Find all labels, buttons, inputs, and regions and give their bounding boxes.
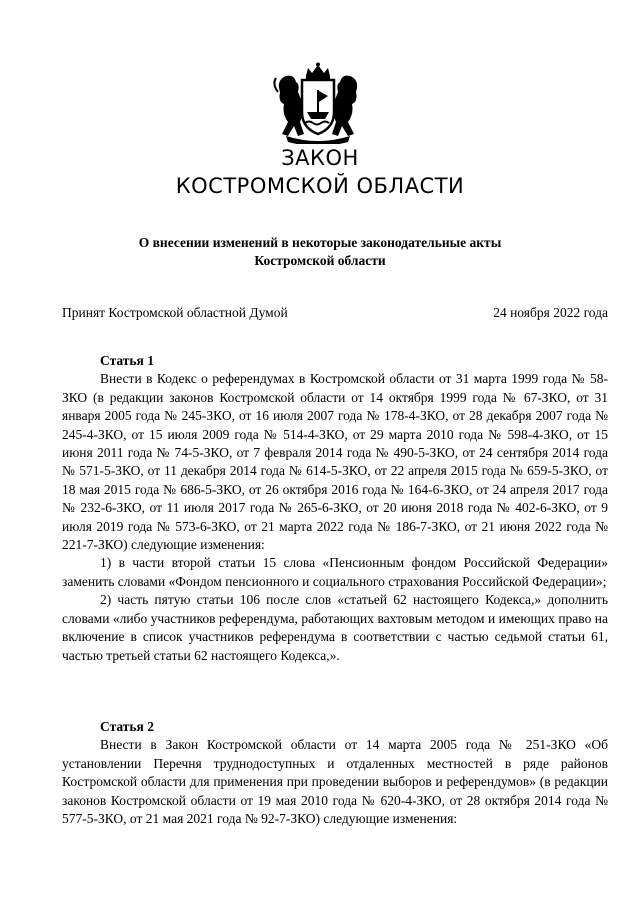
article-paragraph: 2) часть пятую статьи 106 после слов «статьей 62 настоящего Кодекса,» дополнить словами «либо участников референдума, работающих вахтовым методом и имеющих право на включение в список участников референдума в соответствии с частью седьмой статьи 61, частью третьей статьи 62 настоящего Кодекса,». bbox=[62, 592, 608, 663]
article-1 bbox=[62, 352, 608, 665]
article-heading: Статья 1 bbox=[100, 353, 154, 368]
law-subject bbox=[90, 234, 550, 269]
law-title: ЗАКОН bbox=[281, 146, 359, 170]
adoption-label: Принят Костромской областной Думой bbox=[62, 305, 288, 320]
adoption-date: 24 ноября 2022 года bbox=[493, 305, 608, 320]
article-paragraph: Внести в Кодекс о референдумах в Костромской области от 31 марта 1999 года № 58-ЗКО (в редакции законов Костромской области от 14 октября 1999 года № 67-ЗКО, от 31 января 2005 года № 245-ЗКО, от 16 июля 2007 года № 178-4-ЗКО, от 28 декабря 2007 года № 245-4-ЗКО, от 15 июля 2009 года № 514-4-ЗКО, от 29 марта 2010 года № 598-4-ЗКО, от 15 июня 2011 года № 74-5-ЗКО, от 7 февраля 2014 года № 490-5-ЗКО, от 24 сентября 2014 года № 571-5-ЗКО, от 11 декабря 2014 года № 614-5-ЗКО, от 22 апреля 2015 года № 659-5-ЗКО, от 18 мая 2015 года № 686-5-ЗКО, от 26 октября 2016 года № 164-6-ЗКО, от 24 апреля 2017 года № 232-6-ЗКО, от 11 июля 2017 года № 265-6-ЗКО, от 20 июня 2018 года № 402-6-ЗКО, от 9 июля 2019 года № 573-6-ЗКО, от 21 марта 2022 года № 186-7-ЗКО, от 21 июня 2022 года № 221-7-ЗКО) следующие изменения: bbox=[62, 371, 608, 553]
adoption-row bbox=[62, 304, 608, 321]
law-subject-line-2: Костромской области bbox=[254, 252, 386, 268]
article-paragraph: Внести в Закон Костромской области от 14 марта 2005 года № 251-ЗКО «Об установлении Перечня труднодоступных и отдаленных местностей в ряде районов Костромской области для применения при проведении выборов и референдумов» (в редакции законов Костромской области от 19 мая 2010 года № 620-4-ЗКО, от 28 октября 2014 года № 577-5-ЗКО, от 21 мая 2021 года № 92-7-ЗКО) следующие изменения: bbox=[62, 737, 608, 827]
article-heading: Статья 2 bbox=[100, 719, 154, 734]
law-region-title: КОСТРОМСКОЙ ОБЛАСТИ bbox=[175, 174, 465, 198]
law-subject-line-1: О внесении изменений в некоторые законодательные акты bbox=[138, 235, 502, 250]
kostroma-coat-of-arms-icon bbox=[272, 62, 364, 144]
article-2 bbox=[62, 718, 608, 828]
article-paragraph: 1) в части второй статьи 15 слова «Пенсионным фондом Российской Федерации» заменить словами «Фондом пенсионного и социального страхования Российской Федерации»; bbox=[62, 555, 608, 589]
